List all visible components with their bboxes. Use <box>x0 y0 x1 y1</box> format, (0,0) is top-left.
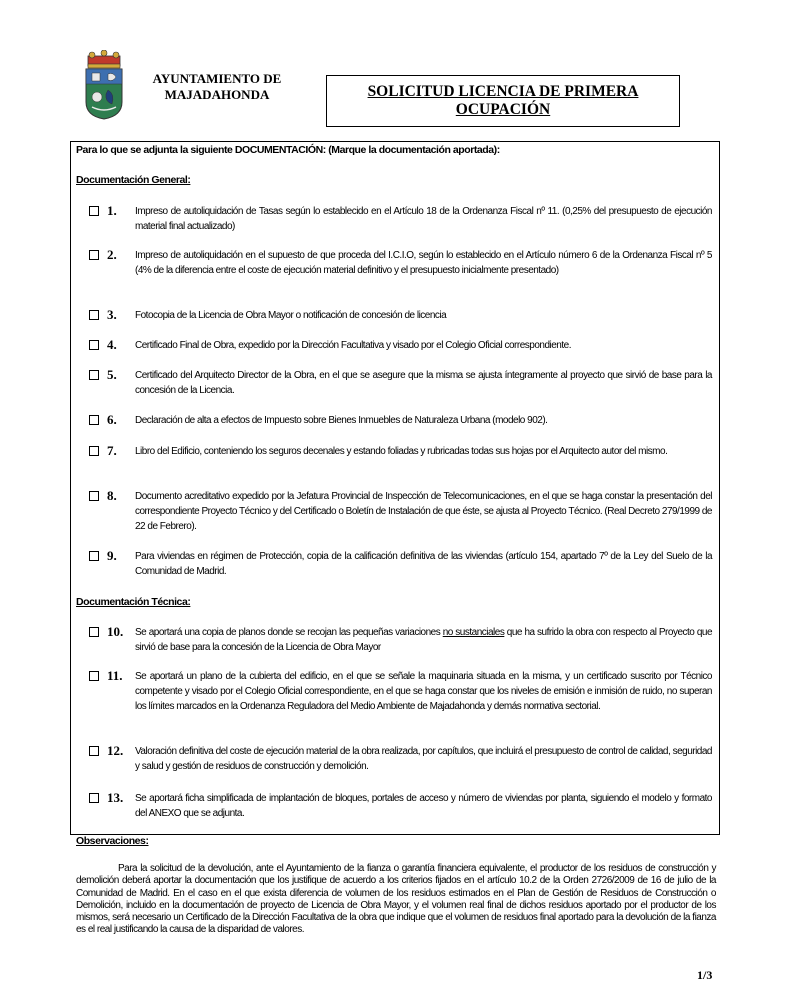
title-line1: SOLICITUD LICENCIA DE PRIMERA <box>367 83 639 100</box>
general-documentation-heading: Documentación General: <box>76 174 191 186</box>
item-number: 1. <box>107 203 117 218</box>
item-number: 5. <box>107 367 117 382</box>
checkbox[interactable] <box>89 206 99 216</box>
technical-documentation-heading: Documentación Técnica: <box>76 596 191 608</box>
item-number: 11. <box>107 668 123 683</box>
item-text: Se aportará ficha simplificada de implantación de bloques, portales de acceso y número de viviendas por planta, siguiendo el modelo y formato del ANEXO que se adjunta. <box>135 793 712 819</box>
coat-of-arms-logo <box>82 50 126 120</box>
org-name-line2: MAJADAHONDA <box>164 87 270 102</box>
item-number: 2. <box>107 247 117 262</box>
item-number: 8. <box>107 488 117 503</box>
checkbox[interactable] <box>89 746 99 756</box>
checkbox[interactable] <box>89 671 99 681</box>
checkbox[interactable] <box>89 491 99 501</box>
item-number: 9. <box>107 548 117 563</box>
item-text: Fotocopia de la Licencia de Obra Mayor o notificación de concesión de licencia <box>135 310 447 321</box>
item-text: Certificado Final de Obra, expedido por la Dirección Facultativa y visado por el Colegio Oficial correspondiente. <box>135 340 571 351</box>
checkbox[interactable] <box>89 627 99 637</box>
item-number: 6. <box>107 412 117 427</box>
document-title-box <box>326 75 680 127</box>
item-text: Documento acreditativo expedido por la Jefatura Provincial de Inspección de Telecomunicaciones, en el que se haga constar la presentación del correspondiente Proyecto Técnico y del Certificado o Boletín de Instalación de que éste, se ajusta al Proyecto Técnico. (Real Decreto 279/1999 de 22 de Febrero). <box>135 491 712 532</box>
item-text: Libro del Edificio, conteniendo los seguros decenales y estando foliadas y rubricadas todas sus hojas por el Arquitecto autor del mismo. <box>135 446 668 457</box>
item-number: 3. <box>107 307 117 322</box>
item-number: 13. <box>107 790 124 805</box>
observations-text: Para la solicitud de la devolución, ante el Ayuntamiento de la fianza o garantía financiera equivalente, el productor de los residuos de construcción y demolición deberá aportar la documentación que los justifique de acuerdo a los criterios fijados en el artículo 10.2 de la Orden 2726/2009 de 16 de julio de la Comunidad de Madrid. En el caso en el que exista diferencia de volumen de los residuos estimados en el Plan de Gestión de Residuos de Construcción o Demolición, incluido en la documentación de proyecto de Licencia de Obra Mayor, y el volumen real final de dichos residuos aportado por el productor de los mismos, será necesario un Certificado de la Dirección Facultativa de la obra que indique que el volumen de residuos final aportado para la devolución de la fianza es el real justificando la causa de la disparidad de valores. <box>76 863 716 936</box>
intro-text: Para lo que se adjunta la siguiente DOCUMENTACIÓN: (Marque la documentación aportada): <box>76 144 500 156</box>
organization-name <box>132 71 302 103</box>
checkbox[interactable] <box>89 340 99 350</box>
checkbox[interactable] <box>89 793 99 803</box>
item-text-underlined: no sustanciales <box>442 627 505 638</box>
checkbox[interactable] <box>89 370 99 380</box>
item-number: 12. <box>107 743 124 758</box>
title-line2: OCUPACIÓN <box>455 101 551 118</box>
org-name-line1: AYUNTAMIENTO DE <box>152 71 282 86</box>
item-text-part: que ha sufrido la obra con respecto al Proyecto que sirvió de base para la concesión de la Licencia de Obra Mayor <box>135 627 713 653</box>
item-text: Impreso de autoliquidación de Tasas según lo establecido en el Artículo 18 de la Ordenanza Fiscal nº 11. (0,25% del presupuesto de ejecución material final actualizado) <box>135 206 712 232</box>
item-number: 10. <box>107 624 124 639</box>
item-text: Para viviendas en régimen de Protección, copia de la calificación definitiva de las viviendas (artículo 154, apartado 7º de la Ley del Suelo de la Comunidad de Madrid. <box>135 551 712 577</box>
checkbox[interactable] <box>89 415 99 425</box>
item-text: Valoración definitiva del coste de ejecución material de la obra realizada, por capítulos, que incluirá el presupuesto de control de calidad, seguridad y salud y gestión de residuos de construcción y demolición. <box>135 746 712 772</box>
item-text <box>135 625 712 655</box>
documentation-box <box>70 141 720 835</box>
checkbox[interactable] <box>89 250 99 260</box>
item-text: Certificado del Arquitecto Director de la Obra, en el que se asegure que la misma se ajusta íntegramente al proyecto que sirvió de base para la concesión de la Licencia. <box>135 370 712 396</box>
checkbox[interactable] <box>89 446 99 456</box>
item-text: Declaración de alta a efectos de Impuesto sobre Bienes Inmuebles de Naturaleza Urbana (modelo 902). <box>135 415 548 426</box>
checkbox[interactable] <box>89 310 99 320</box>
checkbox[interactable] <box>89 551 99 561</box>
item-text: Se aportará un plano de la cubierta del edificio, en el que se señale la maquinaria situada en la misma, y un certificado suscrito por Técnico competente y visado por el Colegio Oficial correspondiente, en el que se haga constar que los niveles de emisión e inmisión de ruido, no superan los límites marcados en la Ordenanza Reguladora del Medio Ambiente de Majadahonda y demás normativa sectorial. <box>135 671 712 712</box>
item-number: 7. <box>107 443 117 458</box>
observations-heading: Observaciones: <box>76 835 149 847</box>
page-number: 1/3 <box>697 968 713 982</box>
item-number: 4. <box>107 337 117 352</box>
item-text: Impreso de autoliquidación en el supuesto de que proceda del I.C.I.O, según lo establecido en el Artículo número 6 de la Ordenanza Fiscal nº 5 (4% de la diferencia entre el coste de ejecución material definitivo y el presupuesto inicialmente presentado) <box>135 250 712 276</box>
item-text-part: Se aportará una copia de planos donde se recojan las pequeñas variaciones <box>135 627 443 638</box>
